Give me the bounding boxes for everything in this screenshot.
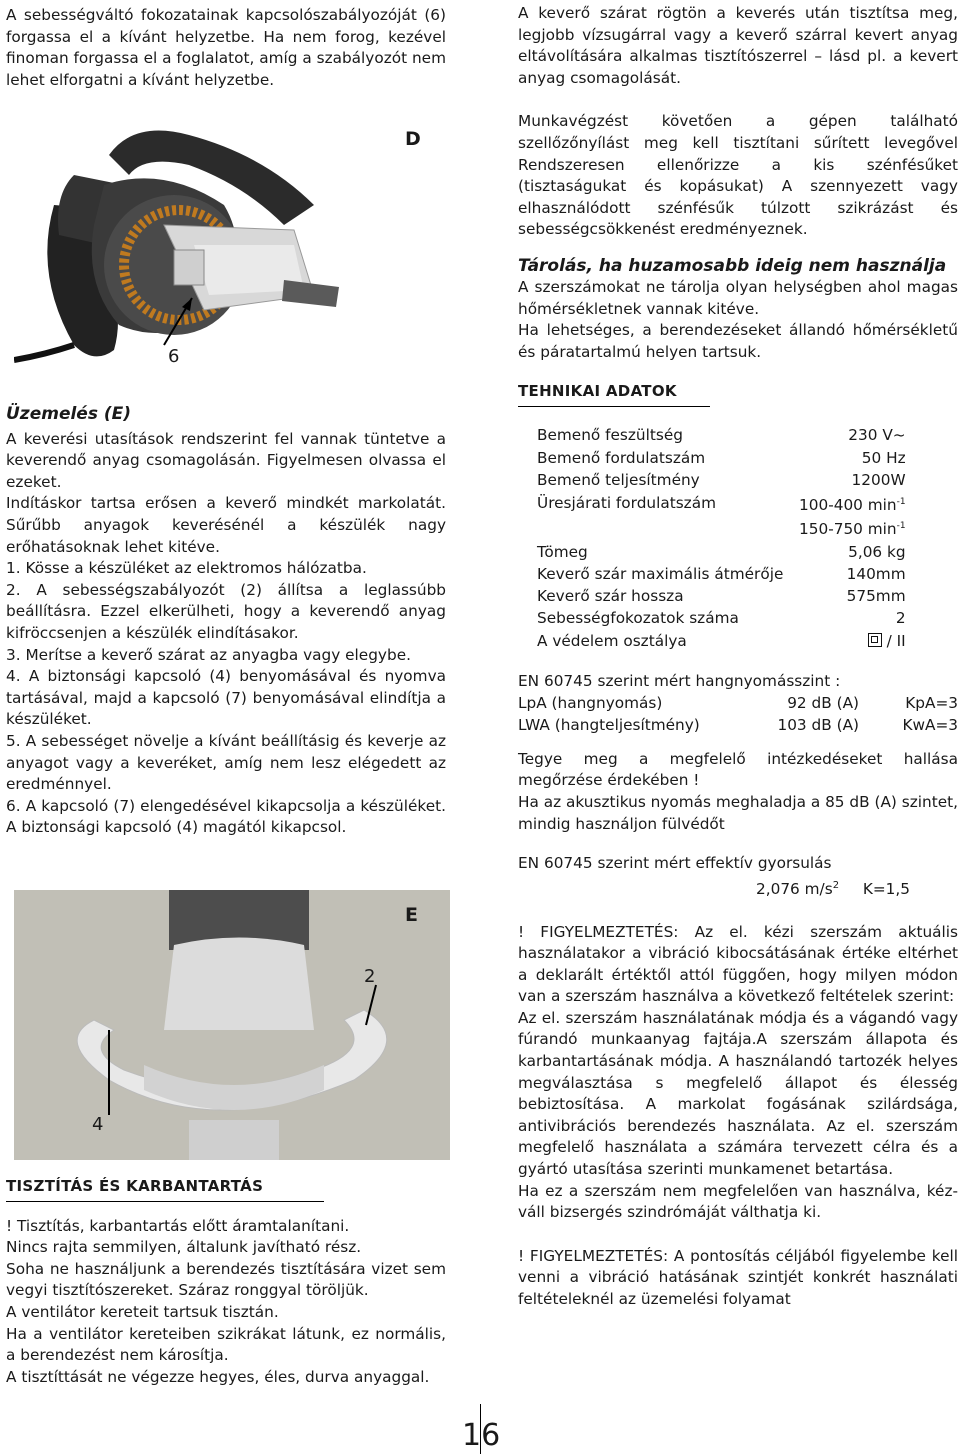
spec-value-sup: -1 — [896, 521, 906, 532]
spec-row — [537, 586, 906, 608]
spec-value-cell — [799, 541, 906, 563]
right-column — [518, 3, 958, 1311]
operation-heading: Üzemelés (E) — [6, 404, 132, 424]
spec-row — [537, 608, 906, 630]
noise-value: 103 dB (A) — [777, 715, 859, 734]
spec-row — [537, 492, 906, 517]
noise-label: LWA (hangteljesítmény) — [518, 715, 700, 734]
warning-paragraph-2: ! FIGYELMEZTETÉS: A pontosítás céljából figyelembe kell venni a vibráció hatásának szintjét konkrét használati feltételeknél az üzemelési folyamat — [518, 1246, 958, 1308]
hearing-paragraph: Ha az akusztikus nyomás meghaladja a 85 dB (A) szintet, mindig használjon fülvédőt — [518, 793, 958, 833]
spec-label: Sebességfokozatok száma — [537, 609, 739, 628]
spec-table — [537, 425, 906, 653]
spec-row — [537, 425, 906, 447]
spec-value: 140mm — [846, 564, 906, 583]
operation-step: 1. Kösse a készüléket az elektromos hálózatba. — [6, 559, 367, 578]
page-number: 16 — [462, 1418, 501, 1453]
noise-k: KwA=3 — [902, 715, 958, 734]
spec-value: 150-750 min — [799, 520, 897, 539]
cleaning-paragraph: Ha a ventilátor kereteiben szikrákat látunk, ez normális, a berendezést nem károsítja. — [6, 1324, 446, 1365]
spec-value-sup: -1 — [896, 496, 906, 507]
vibration-unit-sup: 2 — [832, 879, 840, 891]
figure-e-callout-2: 2 — [364, 966, 376, 987]
spec-value: / II — [886, 631, 906, 650]
spec-label: A védelem osztálya — [537, 631, 687, 650]
spec-label: Bemenő feszültség — [537, 426, 683, 445]
operation-step: 5. A sebességet növelje a kívánt beállításig és keverje az anyagot vagy a keveréket, amíg nem lesz elégedett az eredménnyel. — [6, 731, 446, 794]
spec-label: Keverő szár hossza — [537, 587, 684, 606]
spec-row — [537, 563, 906, 585]
cleaning-paragraph: ! Tisztítás, karbantartás előtt áramtalanítani. — [6, 1216, 350, 1235]
operation-step: 4. A biztonsági kapcsoló (4) benyomásával és nyomva tartásával, majd a kapcsoló (7) benyomásával elindítja a készüléket. — [6, 667, 446, 729]
spec-value-cell — [799, 470, 906, 492]
cleaning-paragraph: A ventilátor kereteit tartsuk tisztán. — [6, 1302, 279, 1321]
spec-row — [537, 447, 906, 469]
noise-table — [518, 692, 958, 737]
hearing-paragraph: Tegye meg a megfelelő intézkedéseket hallása megőrzése érdekében ! — [518, 749, 958, 790]
operation-step: 3. Merítse a keverő szárat az anyagba vagy elegybe. — [6, 645, 411, 664]
mixer-handle-illustration — [14, 890, 450, 1160]
noise-row — [518, 692, 958, 714]
cleaning-section — [6, 1176, 446, 1388]
operation-paragraph: Indításkor tartsa erősen a keverő mindkét markolatát. Sűrűbb anyagok keverésénél a készülék nagy erőhatásoknak lehet kitéve. — [6, 494, 446, 556]
figure-e-photo — [14, 890, 450, 1160]
tech-data-underline — [518, 406, 710, 407]
noise-value: 92 dB (A) — [787, 693, 859, 712]
cleaning-shaft-paragraph: A keverő szárat rögtön a keverés után tisztítsa meg, legjobb vízsugárral vagy a keverő szárral kevert anyag eltávolítására alkalmas tisztítószerrel – lásd pl. a kevert anyag csomagolását. — [518, 4, 958, 87]
spec-value-cell — [799, 630, 906, 652]
figure-d-letter: D — [405, 128, 421, 150]
spec-label: Üresjárati fordulatszám — [537, 494, 716, 513]
figure-e-letter: E — [405, 904, 418, 926]
spec-value-cell — [799, 608, 906, 630]
warning-paragraph: Ha ez a szerszám nem megfelelően van használva, kéz-váll bizsergés szindrómáját válthatja ki. — [518, 1181, 958, 1222]
operation-paragraph: A keverési utasítások rendszerint fel vannak tüntetve a keverendő anyag csomagolásán. Figyelmesen olvassa el ezeket. — [6, 429, 446, 491]
spec-value: 50 Hz — [861, 448, 906, 467]
spec-value-cell — [799, 516, 906, 541]
spec-label: Bemenő teljesítmény — [537, 470, 700, 489]
noise-k: KpA=3 — [905, 693, 958, 712]
warning-paragraph: ! FIGYELMEZTETÉS: Az el. kézi szerszám aktuális használatakor a vibráció kibocsátásának értéke eltérhet a deklarált értéktől attól függően, hogy milyen módon van a szerszám használva a következő feltételek szerint: — [518, 922, 958, 1006]
spec-value: 2 — [895, 609, 906, 628]
warning-paragraph: Az el. szerszám használatának módja és a vágandó vagy fúrandó munkaanyag fajtája.A szerszám állapota és karbantartásának módja. A használandó tartozék helyes megválasztása s megfelelő állapot és élesség bebiztosítása. A markolat fogásának szilárdsága, antivibrációs berendezés használata. Az el. szerszám megfelelő használata a számára tervezett célra és a gyártó utasítása szerinti munkamenet betartása. — [518, 1008, 958, 1179]
noise-title: EN 60745 szerint mért hangnyomásszint : — [518, 671, 841, 690]
left-column — [6, 5, 446, 91]
noise-row — [518, 715, 958, 737]
vibration-value-row — [518, 875, 958, 901]
vibration-title: EN 60745 szerint mért effektív gyorsulás — [518, 854, 832, 873]
spec-value-cell — [799, 447, 906, 469]
figure-d-callout-6: 6 — [168, 346, 180, 367]
spec-label: Keverő szár maximális átmérője — [537, 564, 784, 583]
intro-paragraph: A sebességváltó fokozatainak kapcsolószabályozóját (6) forgassa el a kívánt helyzetbe. Ha nem forog, kezével finoman forgassa el a foglalatot, amíg a szabályozót nem lehet elforgatni a kívánt helyzetbe. — [6, 6, 446, 89]
spec-label — [537, 516, 799, 541]
spec-value: 1200W — [851, 470, 906, 489]
cleaning-heading: TISZTÍTÁS ÉS KARBANTARTÁS — [6, 1177, 264, 1195]
operation-step: 2. A sebességszabályozót (2) állítsa a leglassúbb beállításra. Ezzel elkerülheti, hogy a keverendő anyag kifröccsenjen a készülék elindításakor. — [6, 580, 446, 642]
ventilation-paragraph: Munkavégzést követően a gépen található szellőzőnyílást meg kell tisztítani sűrített levegővel Rendszeresen ellenőrizze a kis szénfésűket (tisztaságukat és kopásukat) A szennyezett vagy elhasználódott szénfésűk túlzott szikrázást és sebességcsökkenést eredményeznek. — [518, 112, 958, 239]
spec-value: 575mm — [846, 587, 906, 606]
spec-row — [537, 541, 906, 563]
storage-paragraph: A szerszámokat ne tárolja olyan helységben ahol magas hőmérsékletnek vannak kitéve. — [518, 277, 958, 318]
operation-step: 6. A kapcsoló (7) elengedésével kikapcsolja a készüléket. A biztonsági kapcsoló (4) magától kikapcsol. — [6, 796, 446, 837]
spec-label: Tömeg — [537, 542, 588, 561]
spec-value-cell — [799, 586, 906, 608]
operation-section — [6, 404, 446, 839]
cleaning-paragraph: Soha ne használjunk a berendezés tisztítására vizet sem vegyi tisztítószereket. Száraz ronggyal töröljük. — [6, 1259, 446, 1300]
spec-row — [537, 516, 906, 541]
vibration-k: K=1,5 — [862, 879, 910, 898]
storage-paragraph: Ha lehetséges, a berendezéseket állandó hőmérsékletű és páratartalmú helyen tartsuk. — [518, 321, 958, 361]
cleaning-paragraph: Nincs rajta semmilyen, általunk javítható rész. — [6, 1238, 362, 1257]
spec-value-cell — [799, 492, 906, 517]
spec-label: Bemenő fordulatszám — [537, 448, 706, 467]
storage-heading: Tárolás, ha huzamosabb ideig nem használja — [518, 255, 947, 276]
noise-label: LpA (hangnyomás) — [518, 693, 663, 712]
spec-value: 230 V~ — [848, 426, 906, 445]
spec-value: 5,06 kg — [848, 542, 906, 561]
tech-data-heading: TEHNIKAI ADATOK — [518, 382, 677, 401]
spec-row — [537, 630, 906, 652]
spec-row — [537, 470, 906, 492]
cleaning-heading-underline — [6, 1201, 324, 1202]
cleaning-paragraph: A tisztíttását ne végezze hegyes, éles, durva anyaggal. — [6, 1367, 430, 1386]
figure-e-callout-4: 4 — [92, 1114, 104, 1135]
spec-value: 100-400 min — [799, 495, 897, 514]
mixer-top-illustration — [14, 115, 450, 383]
spec-value-cell — [799, 425, 906, 447]
protection-class-icon — [868, 633, 882, 647]
vibration-value: 2,076 m/s — [756, 879, 833, 898]
figure-d-photo — [14, 115, 450, 383]
spec-value-cell — [799, 563, 906, 585]
